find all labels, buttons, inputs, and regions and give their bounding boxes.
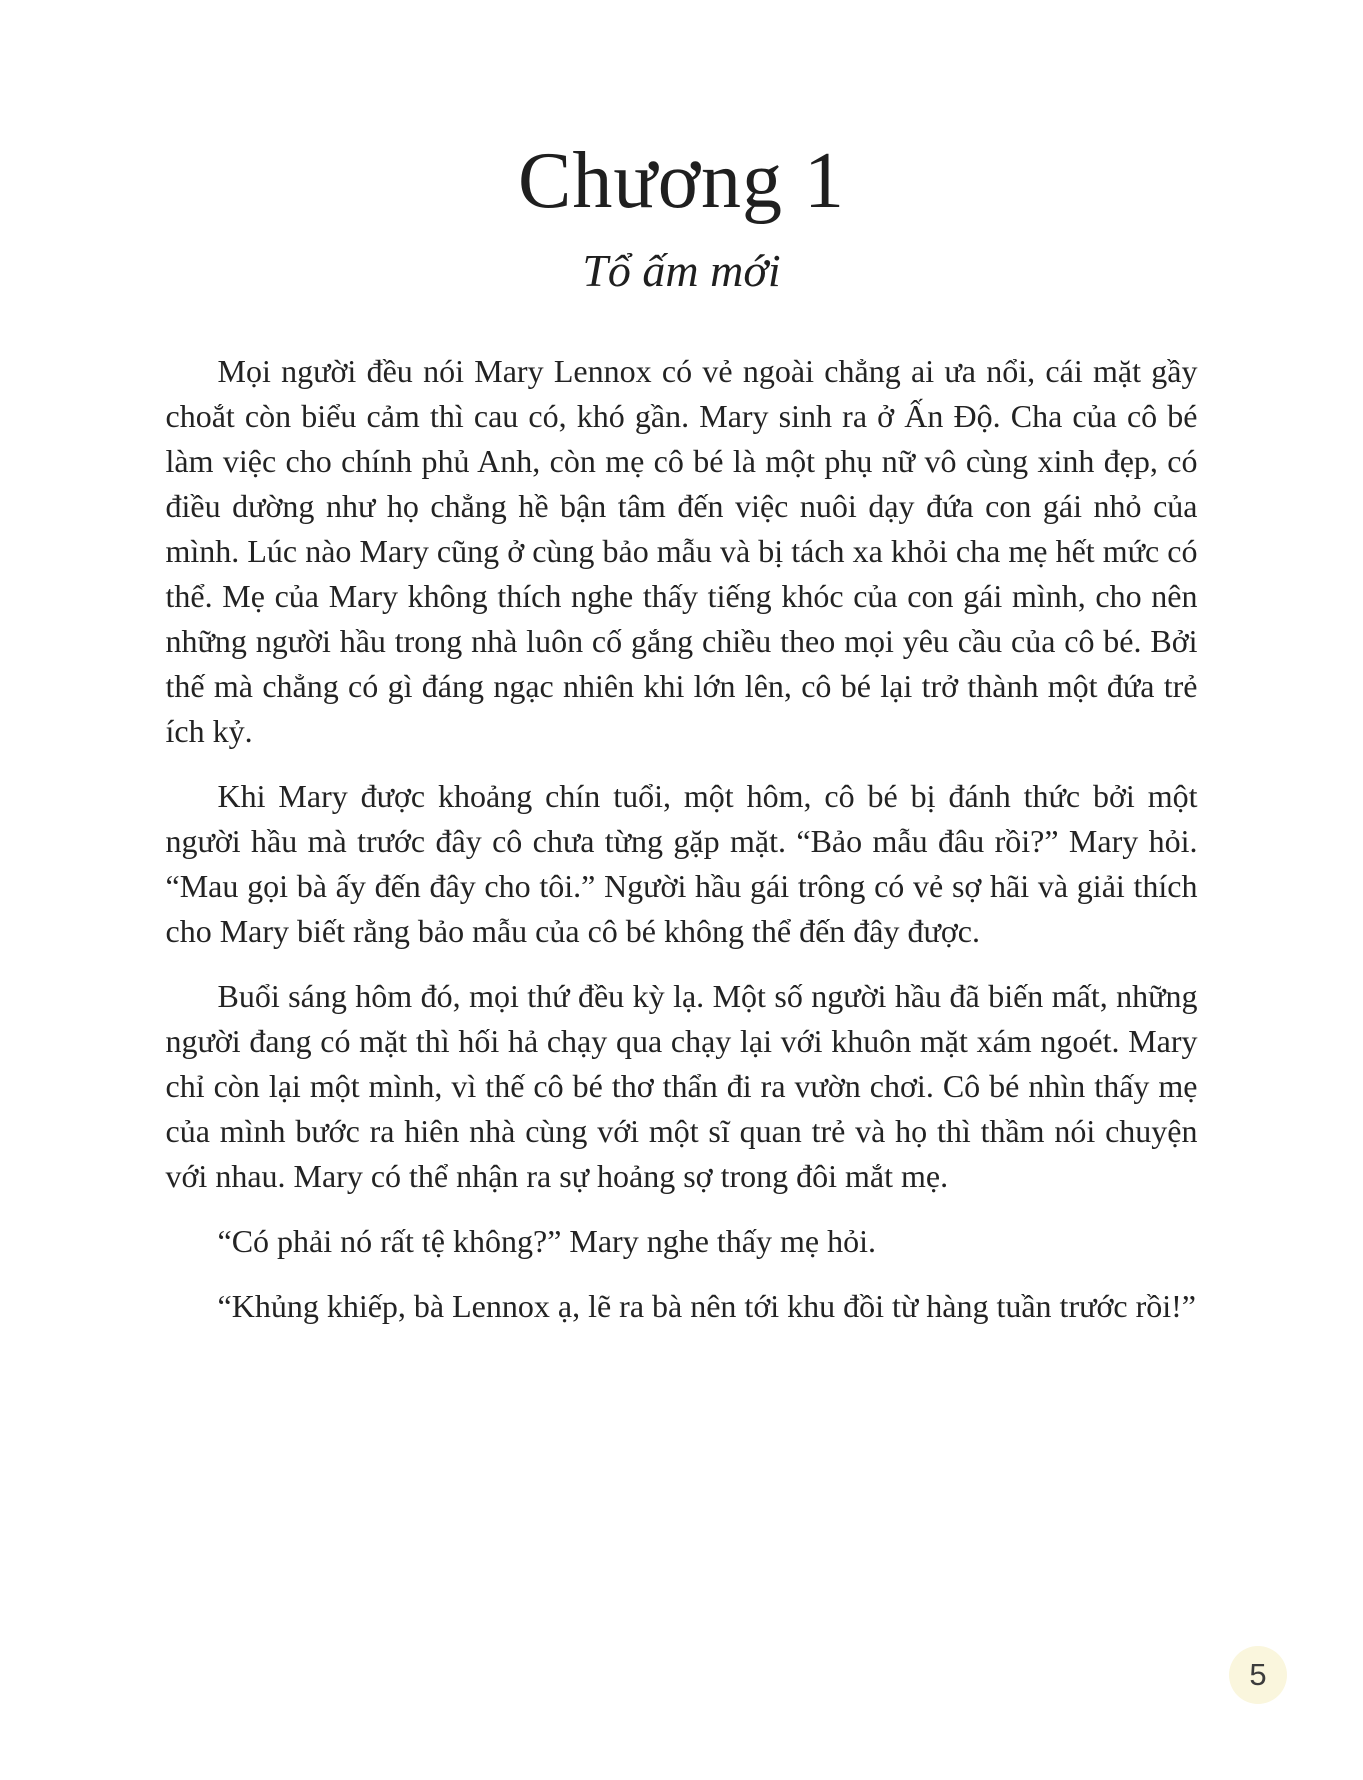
page-number-badge <box>1229 1646 1287 1704</box>
chapter-title: Chương 1 <box>517 137 846 225</box>
text-column <box>166 0 1198 1329</box>
chapter-subtitle: Tổ ấm mới <box>582 245 781 297</box>
body-paragraph: Mọi người đều nói Mary Lennox có vẻ ngoài chẳng ai ưa nổi, cái mặt gầy choắt còn biểu cảm thì cau có, khó gần. Mary sinh ra ở Ấn Độ. Cha của cô bé làm việc cho chính phủ Anh, còn mẹ cô bé là một phụ nữ vô cùng xinh đẹp, có điều dường như họ chẳng hề bận tâm đến việc nuôi dạy đứa con gái nhỏ của mình. Lúc nào Mary cũng ở cùng bảo mẫu và bị tách xa khỏi cha mẹ hết mức có thể. Mẹ của Mary không thích nghe thấy tiếng khóc của con gái mình, cho nên những người hầu trong nhà luôn cố gắng chiều theo mọi yêu cầu của cô bé. Bởi thế mà chẳng có gì đáng ngạc nhiên khi lớn lên, cô bé lại trở thành một đứa trẻ ích kỷ. <box>165 352 1198 749</box>
body-paragraph: Khi Mary được khoảng chín tuổi, một hôm, cô bé bị đánh thức bởi một người hầu mà trước đây cô chưa từng gặp mặt. “Bảo mẫu đâu rồi?” Mary hỏi. “Mau gọi bà ấy đến đây cho tôi.” Người hầu gái trông có vẻ sợ hãi và giải thích cho Mary biết rằng bảo mẫu của cô bé không thể đến đây được. <box>165 777 1198 949</box>
body-paragraph: Buổi sáng hôm đó, mọi thứ đều kỳ lạ. Một số người hầu đã biến mất, những người đang có mặt thì hối hả chạy qua chạy lại với khuôn mặt xám ngoét. Mary chỉ còn lại một mình, vì thế cô bé thơ thẩn đi ra vườn chơi. Cô bé nhìn thấy mẹ của mình bước ra hiên nhà cùng với một sĩ quan trẻ và họ thì thầm nói chuyện với nhau. Mary có thể nhận ra sự hoảng sợ trong đôi mắt mẹ. <box>165 977 1198 1194</box>
body-paragraph: “Khủng khiếp, bà Lennox ạ, lẽ ra bà nên tới khu đồi từ hàng tuần trước rồi!” <box>217 1287 1196 1324</box>
chapter-body <box>166 349 1198 1329</box>
body-paragraph: “Có phải nó rất tệ không?” Mary nghe thấy mẹ hỏi. <box>217 1222 876 1259</box>
page-number: 5 <box>1249 1657 1267 1692</box>
